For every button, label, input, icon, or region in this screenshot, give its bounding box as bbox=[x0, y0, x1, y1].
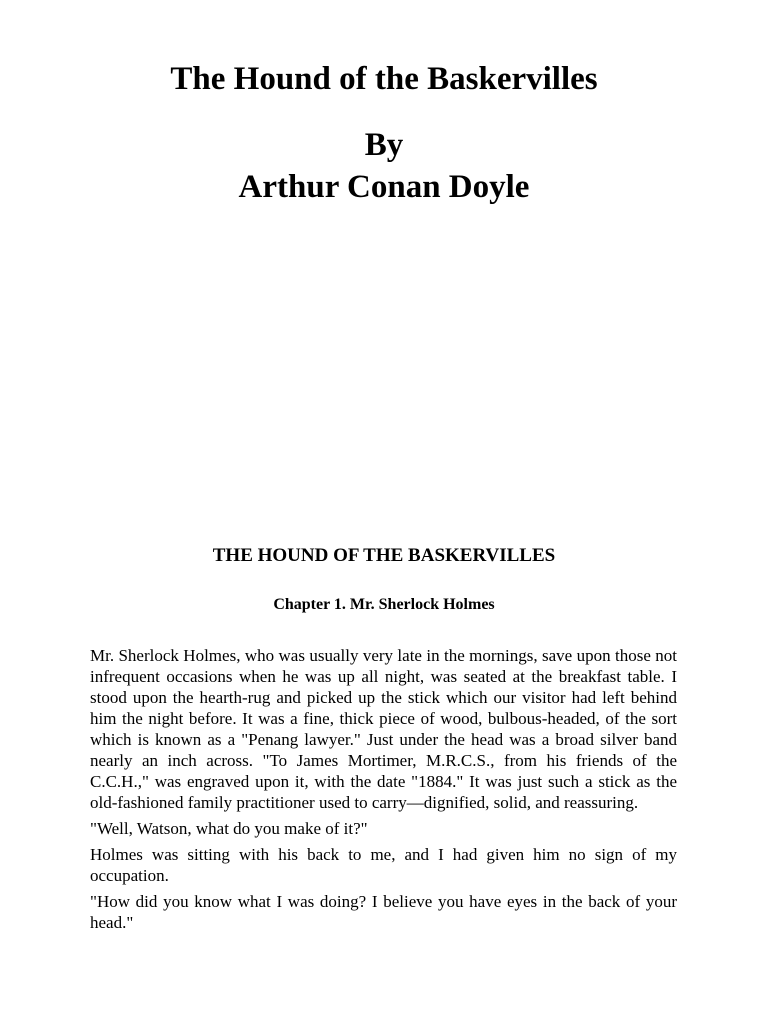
paragraph: Mr. Sherlock Holmes, who was usually very late in the mornings, save upon those not infrequent occasions when he was up all night, was seated at the breakfast table. I stood upon the hearth-rug and picked up the stick which our visitor had left behind him the night before. It was a fine, thick piece of wood, bulbous-headed, of the sort which is known as a "Penang lawyer." Just under the head was a broad silver band nearly an inch across. "To James Mortimer, M.R.C.S., from his friends of the C.C.H.," was engraved upon it, with the date "1884." It was just such a stick as the old-fashioned family practitioner used to carry—dignified, solid, and reassuring. bbox=[90, 646, 677, 812]
byline bbox=[0, 124, 768, 208]
section-title: THE HOUND OF THE BASKERVILLES bbox=[212, 545, 556, 566]
chapter-title: Chapter 1. Mr. Sherlock Holmes bbox=[273, 596, 495, 613]
paragraph: "Well, Watson, what do you make of it?" bbox=[90, 819, 368, 838]
author-name: Arthur Conan Doyle bbox=[238, 169, 530, 205]
paragraph: "How did you know what I was doing? I believe you have eyes in the back of your head." bbox=[90, 892, 677, 932]
book-title: The Hound of the Baskervilles bbox=[170, 61, 598, 97]
paragraph: Holmes was sitting with his back to me, and I had given him no sign of my occupation. bbox=[90, 845, 677, 885]
by-label: By bbox=[364, 127, 404, 163]
body-text bbox=[90, 645, 677, 938]
